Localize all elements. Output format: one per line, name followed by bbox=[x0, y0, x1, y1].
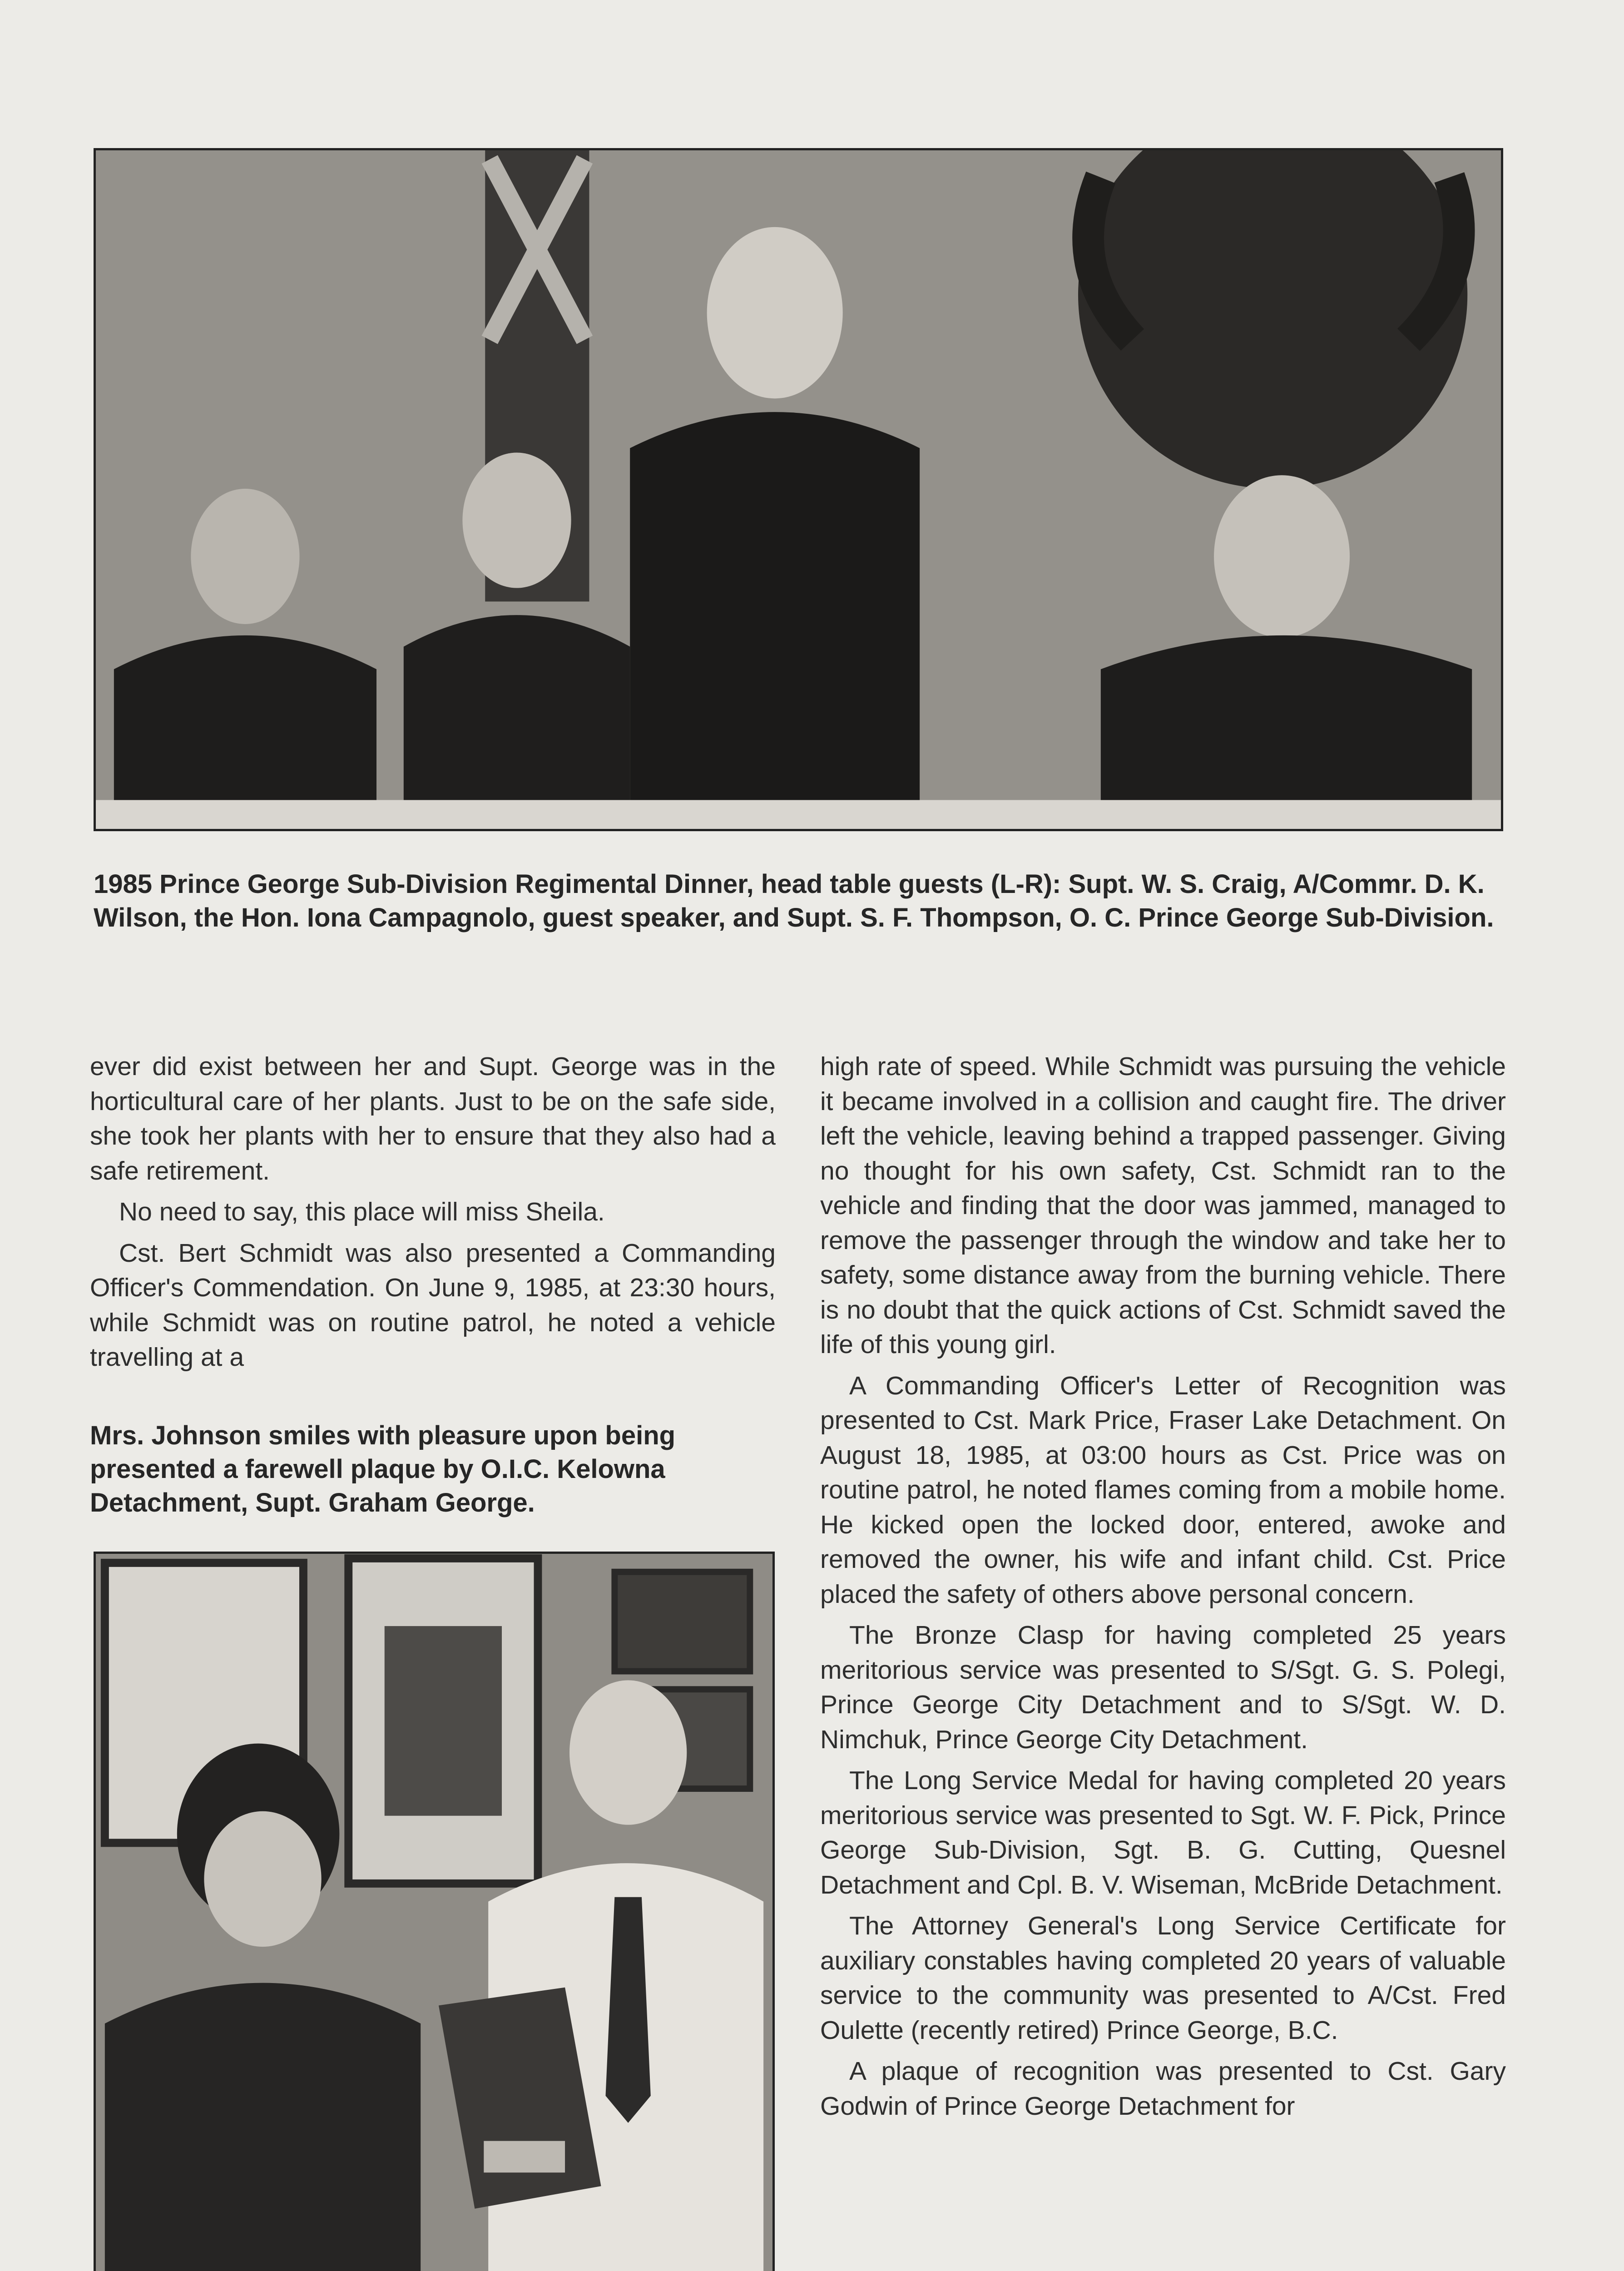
right-paragraph-4: The Long Service Medal for having completed 20 years meritorious service was presented to Sgt. W. F. Pick, Prince George Sub-Division, Sgt. B. G. Cutting, Quesnel Detachment and Cpl. B. V. Wiseman, McBride Detachment. bbox=[820, 1766, 1506, 1899]
right-paragraph-1: high rate of speed. While Schmidt was pursuing the vehicle it became involved in a collision and caught fire. The driver left the vehicle, leaving behind a trapped passenger. Giving no thought for his own safety, Cst. Schmidt ran to the vehicle and finding that the door was jammed, managed to remove the passenger through the window and take her to safety, some distance away from the burning vehicle. There is no doubt that the quick actions of Cst. Schmidt saved the life of this young girl. bbox=[820, 1052, 1506, 1359]
right-paragraph-3: The Bronze Clasp for having completed 25 years meritorious service was presented to S/Sgt. G. S. Polegi, Prince George City Detachment and to S/Sgt. W. D. Nimchuk, Prince George City Detachment. bbox=[820, 1621, 1506, 1754]
right-paragraph-2: A Commanding Officer's Letter of Recognition was presented to Cst. Mark Price, Fraser Lake Detachment. On August 18, 1985, at 03:00 hours as Cst. Price was on routine patrol, he noted flames coming from a mobile home. He kicked open the locked door, entered, awoke and removed the owner, his wife and infant child. Cst. Price placed the safety of others above personal concern. bbox=[820, 1371, 1506, 1609]
head-table-photo-caption: 1985 Prince George Sub-Division Regimental Dinner, head table guests (L-R): Supt. W. S. Craig, A/Commr. D. K. Wilson, the Hon. Iona Campagnolo, guest speaker, and Supt. S. F. Thompson, O. C. Prince George Sub-Division. bbox=[94, 869, 1494, 932]
plaque-photo-caption: Mrs. Johnson smiles with pleasure upon being presented a farewell plaque by O.I.C. Kelowna Detachment, Supt. Graham George. bbox=[90, 1421, 676, 1517]
right-paragraph-6: A plaque of recognition was presented to Cst. Gary Godwin of Prince George Detachment for bbox=[820, 2057, 1506, 2121]
head-table-photo bbox=[94, 148, 1503, 831]
right-paragraph-5: The Attorney General's Long Service Certificate for auxiliary constables having completed 20 years of valuable service to the community was presented to A/Cst. Fred Oulette (recently retired) Prince George, B.C. bbox=[820, 1911, 1506, 2045]
right-text-column bbox=[820, 1049, 1506, 2130]
left-paragraph-1: ever did exist between her and Supt. George was in the horticultural care of her plants. Just to be on the safe side, she took her plants with her to ensure that they also had a safe retirement. bbox=[90, 1052, 776, 1185]
left-text-column bbox=[90, 1049, 776, 1381]
plaque-presentation-photo bbox=[94, 1552, 775, 2271]
left-paragraph-3: Cst. Bert Schmidt was also presented a Commanding Officer's Commendation. On June 9, 1985, at 23:30 hours, while Schmidt was on routine patrol, he noted a vehicle travelling at a bbox=[90, 1238, 776, 1372]
left-paragraph-2: No need to say, this place will miss Sheila. bbox=[119, 1197, 605, 1226]
